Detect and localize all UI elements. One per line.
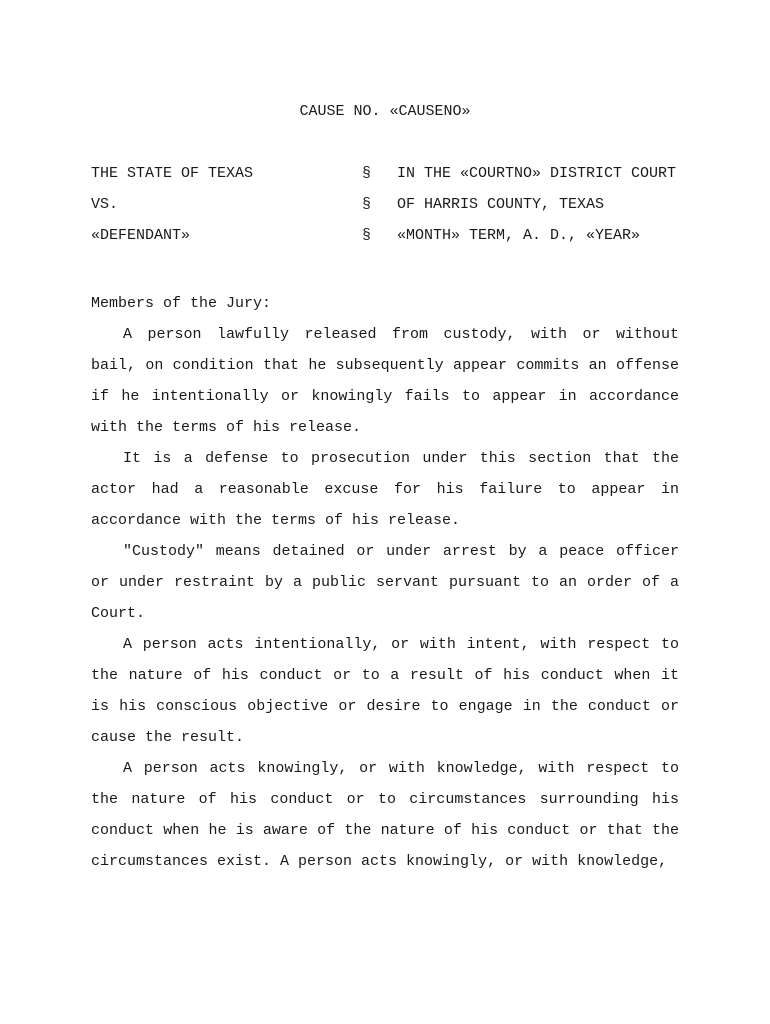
caption-right-court: IN THE «COURTNO» DISTRICT COURT (397, 165, 677, 182)
cause-number: CAUSE NO. «CAUSENO» (299, 103, 471, 120)
paragraph-intent-definition: A person acts intentionally, or with intent, with respect to the nature of his conduct or to a result of his conduct when it is his conscious objective or desire to engage in the conduct or cause the result. (91, 636, 679, 746)
caption-left-defendant: «DEFENDANT» (91, 227, 191, 244)
paragraph-offense: A person lawfully released from custody, with or without bail, on condition that he subsequently appear commits an offense if he intentionally or knowingly fails to appear in accordance with the terms of his release. (91, 326, 679, 436)
section-symbol: § (362, 165, 372, 182)
salutation: Members of the Jury: (91, 295, 272, 312)
caption-right-county: OF HARRIS COUNTY, TEXAS (397, 196, 605, 213)
section-symbol: § (362, 196, 372, 213)
paragraph-defense: It is a defense to prosecution under this section that the actor had a reasonable excuse for his failure to appear in accordance with the terms of his release. (91, 450, 679, 529)
jury-charge-body (91, 288, 679, 877)
caption-left-state: THE STATE OF TEXAS (91, 165, 254, 182)
caption-left-versus: VS. (91, 196, 119, 213)
paragraph-custody-definition: "Custody" means detained or under arrest by a peace officer or under restraint by a public servant pursuant to an order of a Court. (91, 543, 679, 622)
caption-right-term: «MONTH» TERM, A. D., «YEAR» (397, 227, 641, 244)
paragraph-knowledge-definition: A person acts knowingly, or with knowledge, with respect to the nature of his conduct or to circumstances surrounding his conduct when he is aware of the nature of his conduct or that the circumstances exist. A person acts knowingly, or with knowledge, (91, 760, 679, 870)
section-symbol: § (362, 227, 372, 244)
